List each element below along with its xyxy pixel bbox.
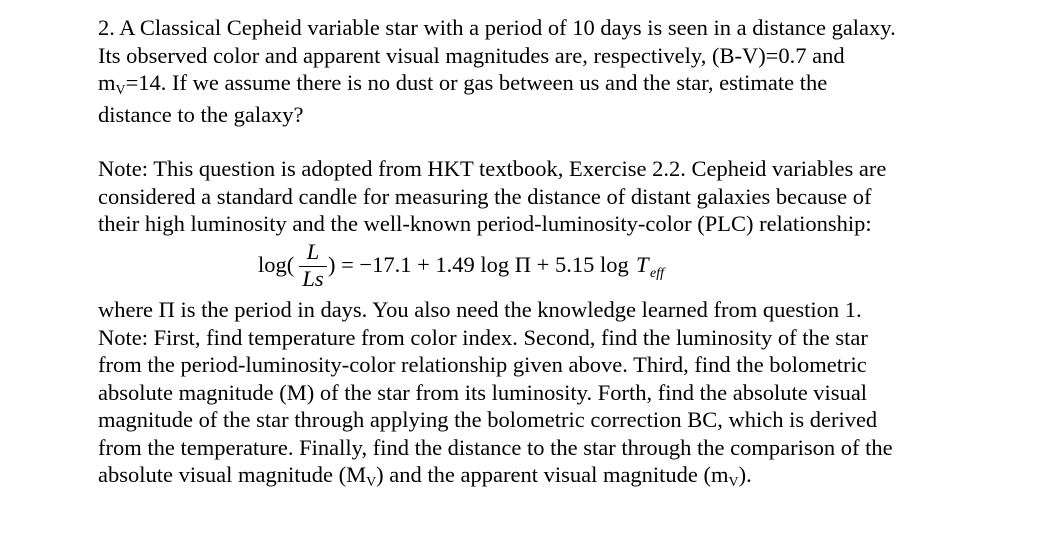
explanation-line: from the temperature. Finally, find the distance to the star through the comparison of the [98,434,893,460]
explanation-line: Note: First, find temperature from color index. Second, find the luminosity of the star [98,324,868,350]
luminosity-fraction [299,241,327,291]
question-paragraph [98,14,998,128]
note-line: considered a standard candle for measuring the distance of distant galaxies because of [98,183,872,209]
question-line: distance to the galaxy? [98,101,304,127]
apparent-magnitude-symbol: m [98,70,116,95]
explanation-line-text: absolute visual magnitude (M [98,462,367,487]
question-line: Its observed color and apparent visual magnitudes are, respectively, (B-V)=0.7 and [98,42,845,68]
explanation-line: from the period-luminosity-color relationship given above. Third, find the bolometric [98,352,867,377]
note-paragraph [98,155,998,238]
subscript-v: V [728,475,739,491]
subscript-v: V [115,83,126,99]
question-line [98,69,998,101]
fraction-denominator: Ls [302,266,324,291]
explanation-line: absolute magnitude (M) of the star from its luminosity. Forth, find the absolute visual [98,379,868,405]
explanation-line: magnitude of the star through applying the bolometric correction BC, which is derived [98,407,878,432]
fraction-numerator: L [306,239,320,264]
teff-subscript: eff [650,266,664,281]
question-line-text: =14. If we assume there is no dust or gas between us and the star, estimate the [125,70,828,95]
explanation-line-text: ) and the apparent visual magnitude (m [376,462,729,487]
teff-symbol: T [636,252,649,277]
equation-log-prefix: log( [258,252,295,277]
question-line: 2. A Classical Cepheid variable star with a period of 10 days is seen in a distance galaxy. [98,15,896,40]
explanation-line: where Π is the period in days. You also need the knowledge learned from question 1. [98,297,862,322]
explanation-line-text: ). [738,462,752,487]
subscript-v: V [366,475,377,491]
note-line: Note: This question is adopted from HKT textbook, Exercise 2.2. Cepheid variables are [98,156,887,181]
note-line: their high luminosity and the well-known period-luminosity-color (PLC) relationship: [98,211,872,236]
explanation-paragraph [98,296,998,493]
explanation-line [98,461,998,493]
equation-right-side: ) = −17.1 + 1.49 log Π + 5.15 log [328,252,629,277]
